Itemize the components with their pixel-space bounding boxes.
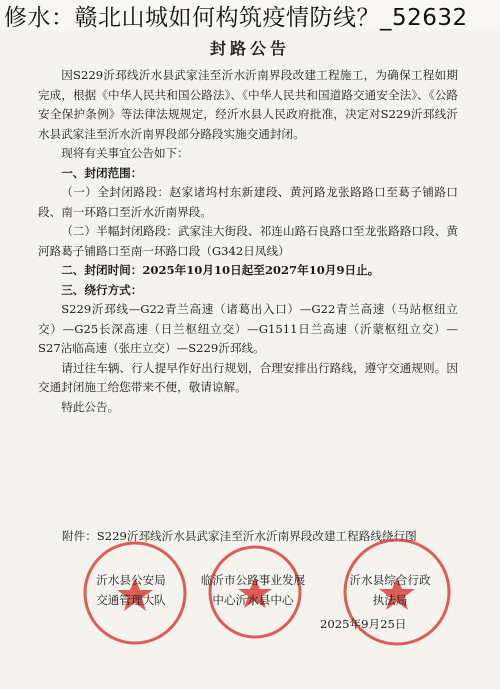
section-1-full-closure: （一）全封闭路段：赵家诸坞村东新建段、黄河路龙张路路口至葛子铺路口段、南一环路口至沂水沂南界段。 — [38, 185, 458, 219]
section-3-detour: S229沂邳线—G22青兰高速（诸葛出入口）—G22青兰高速（马站枢纽立交）—G25长深高速（日兰枢纽立交）—G1511日兰高速（沂蒙枢纽立交）—S27沾临高速（张庄立交）—S229沂邳线。 — [38, 302, 458, 355]
closing-line: 特此公告。 — [61, 399, 120, 414]
page-title: 修水：赣北山城如何构筑疫情防线？_52632 — [4, 5, 468, 31]
lead-paragraph: 现将有关事宜公告如下： — [61, 146, 189, 160]
signatory-highway: 临沂市公路事业发展 中心沂水县中心 — [200, 573, 306, 607]
notice-date: 2025年9月25日 — [320, 617, 407, 631]
section-2-time: 二、封闭时间：2025年10月10日起至2027年10月9日止。 — [61, 263, 380, 277]
signatory-enforcement: 沂水县综合行政 执法局 — [349, 573, 431, 607]
notice-heading: 封路公告 — [209, 39, 290, 58]
advice-paragraph: 请过往车辆、行人提早作好出行规划，合理安排出行路线，遵守交通规则。因交通封闭施工给您带来不便，敬请谅解。 — [38, 360, 458, 394]
notice-document — [0, 30, 500, 689]
intro-paragraph: 因S229沂邳线沂水县武家洼至沂水沂南界段改建工程施工，为确保工程如期完成，根据《中华人民共和国公路法》、《中华人民共和国道路交通安全法》、《公路安全保护条例》等法律法规规定，经沂水县人民政府批准，决定对S229沂邳线沂水县武家洼至沂水沂南界段部分路段实施交通封闭。 — [38, 68, 458, 141]
section-1-half-closure: （二）半幅封闭路段：武家洼大街段、祁连山路石良路口至龙张路路口段、黄河路葛子铺路口至南一环路口段（G342日凤线） — [38, 224, 458, 258]
section-1-title: 一、封闭范围： — [61, 165, 143, 180]
attachment-line: 附件：S229沂邳线沂水县武家洼至沂水沂南界段改建工程路线绕行图 — [62, 529, 417, 543]
signatory-police: 沂水县公安局 交通管理大队 — [96, 573, 166, 607]
notice-body — [38, 66, 458, 417]
section-3-title: 三、绕行方式： — [61, 282, 143, 297]
